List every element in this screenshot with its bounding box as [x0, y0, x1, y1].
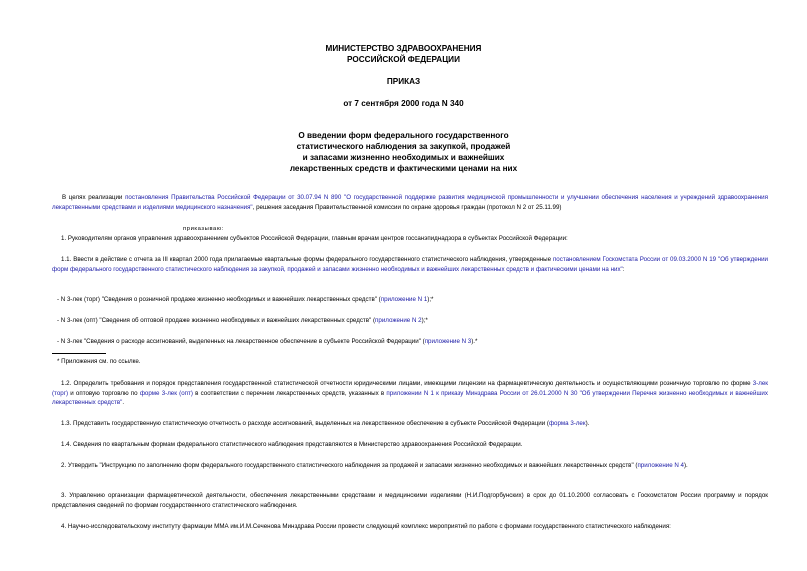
form-1: [57, 295, 773, 305]
item-1-1: [52, 255, 768, 274]
title-line-4: лекарственных средств и фактическими ценами на них: [289, 164, 518, 173]
form-1-post: );*: [427, 296, 434, 303]
item-1-1-text: 1.1. Ввести в действие с отчета за III квартал 2000 года прилагаемые квартальные формы федерального государственного статистического наблюдения, утвержденные: [61, 256, 553, 263]
item-1-2-post: .: [122, 399, 125, 407]
item-1-2-link-2[interactable]: форме 3-лек (опт): [139, 389, 193, 397]
item-2-text: 2. Утвердить "Инструкцию по заполнению форм федерального государственного статистического наблюдения за продажей и запасами жизненно необходимых и важнейших лекарственных средств" (: [61, 462, 638, 469]
item-1-1-post: :: [622, 265, 625, 273]
footnote: * Приложения см. по ссылке.: [57, 358, 141, 365]
item-1-3-link[interactable]: форма 3-лек: [548, 420, 586, 427]
item-1-2-text: 1.2. Определить требования и порядок представления государственной статистической отчетности юридическими лицами, имеющими лицензии на фармацевтическую деятельность и осуществляющими розничную торговлю по форме: [61, 380, 753, 387]
form-1-link[interactable]: приложение N 1: [380, 296, 428, 303]
item-1-2-link-3[interactable]: приложении N 1 к приказу Минздрава России от 26.01.2000 N 30 "Об утверждении Перечня жизненно необходимых и важнейших лекарственных средств": [52, 389, 768, 407]
item-1-3-post: ).: [585, 420, 590, 427]
item-1-3: [61, 419, 777, 429]
preamble-post: , решения заседания Правительственной комиссии по охране здоровья граждан (протокол N 2 от 25.11.99): [252, 203, 562, 211]
item-1: 1. Руководителям органов управления здравоохранением субъектов Российской Федерации, главным врачам центров госсанэпиднадзора в субъектах Российской Федерации:: [61, 235, 568, 242]
item-2-post: ).: [683, 462, 688, 469]
ministry-line1: МИНИСТЕРСТВО ЗДРАВООХРАНЕНИЯ: [325, 44, 482, 53]
order-word: приказываю:: [183, 226, 225, 232]
item-4: 4. Научно-исследовательскому институту фармации ММА им.И.М.Сеченова Минздрава России провести следующий комплекс мероприятий по работе с формами государственного статистического наблюдения:: [61, 523, 671, 530]
item-1-4: 1.4. Сведения по квартальным формам федерального статистического наблюдения представляются в Министерство здравоохранения Российской Федерации.: [61, 441, 523, 448]
form-2: [57, 316, 773, 326]
item-3-text: 3. Управлению организации фармацевтической деятельности, обеспечения лекарственными средствами и медицинскими изделиями (Н.И.Подгорбунских) в срок до 01.10.2000 согласовать с Госкомстатом России программу и порядок представления сведений по формам государственного статистического наблюдения.: [52, 492, 768, 509]
form-3-post: ).*: [471, 338, 478, 345]
item-1-2-mid-1: и оптовую торговлю по: [68, 389, 140, 397]
title-line-1: О введении форм федерального государственного: [298, 131, 509, 140]
preamble-text: В целях реализации: [62, 194, 126, 201]
item-1-1-link[interactable]: постановлением Госкомстата России от 09.03.2000 N 19 "Об утверждении форм федерального государственного статистического наблюдения за закупкой, продажей и запасами жизненно необходимых и важнейших лекарственных средств и фактическими ценами на них": [52, 256, 768, 273]
item-3: [52, 491, 768, 510]
item-1-2-link-1[interactable]: 3-лек (торг): [52, 380, 768, 397]
form-1-text: - N 3-лек (торг) "Сведения о розничной продаже жизненно необходимых и важнейших лекарственных средств" (: [57, 296, 381, 303]
title-line-3: и запасами жизненно необходимых и важнейших: [302, 153, 505, 162]
form-2-post: );*: [421, 317, 428, 324]
preamble-link[interactable]: постановления Правительства Российской Федерации от 30.07.94 N 890 "О государственной поддержке развития медицинской промышленности и улучшении обеспечения населения и учреждений здравоохранения лекарственными средствами и изделиями медицинского назначения": [52, 194, 768, 211]
ministry-line2: РОССИЙСКОЙ ФЕДЕРАЦИИ: [347, 55, 460, 64]
doc-type: ПРИКАЗ: [386, 77, 421, 86]
form-2-text: - N 3-лек (опт) "Сведения об оптовой продаже жизненно необходимых и важнейших лекарственных средств" (: [57, 317, 376, 324]
form-3-link[interactable]: приложение N 3: [424, 338, 472, 345]
item-1-3-text: 1.3. Представить государственную статистическую отчетность о расходе ассигнований, выделенных на лекарственное обеспечение в субъекте Российской Федерации (: [61, 420, 549, 427]
preamble: [52, 193, 768, 212]
item-2-link[interactable]: приложение N 4: [637, 462, 684, 469]
item-1-2: [52, 379, 768, 408]
title-line-2: статистического наблюдения за закупкой, продажей: [296, 142, 511, 151]
item-1-2-mid-2: в соответствии с перечнем лекарственных средств, указанных в: [192, 389, 387, 397]
item-2: [52, 461, 768, 471]
date-number: от 7 сентября 2000 года N 340: [343, 99, 464, 108]
footnote-divider: [52, 353, 106, 354]
form-2-link[interactable]: приложение N 2: [375, 317, 422, 324]
form-3: [57, 337, 773, 347]
form-3-text: - N 3-лек "Сведения о расходе ассигнований, выделенных на лекарственное обеспечение в субъекте Российской Федерации" (: [57, 338, 425, 345]
